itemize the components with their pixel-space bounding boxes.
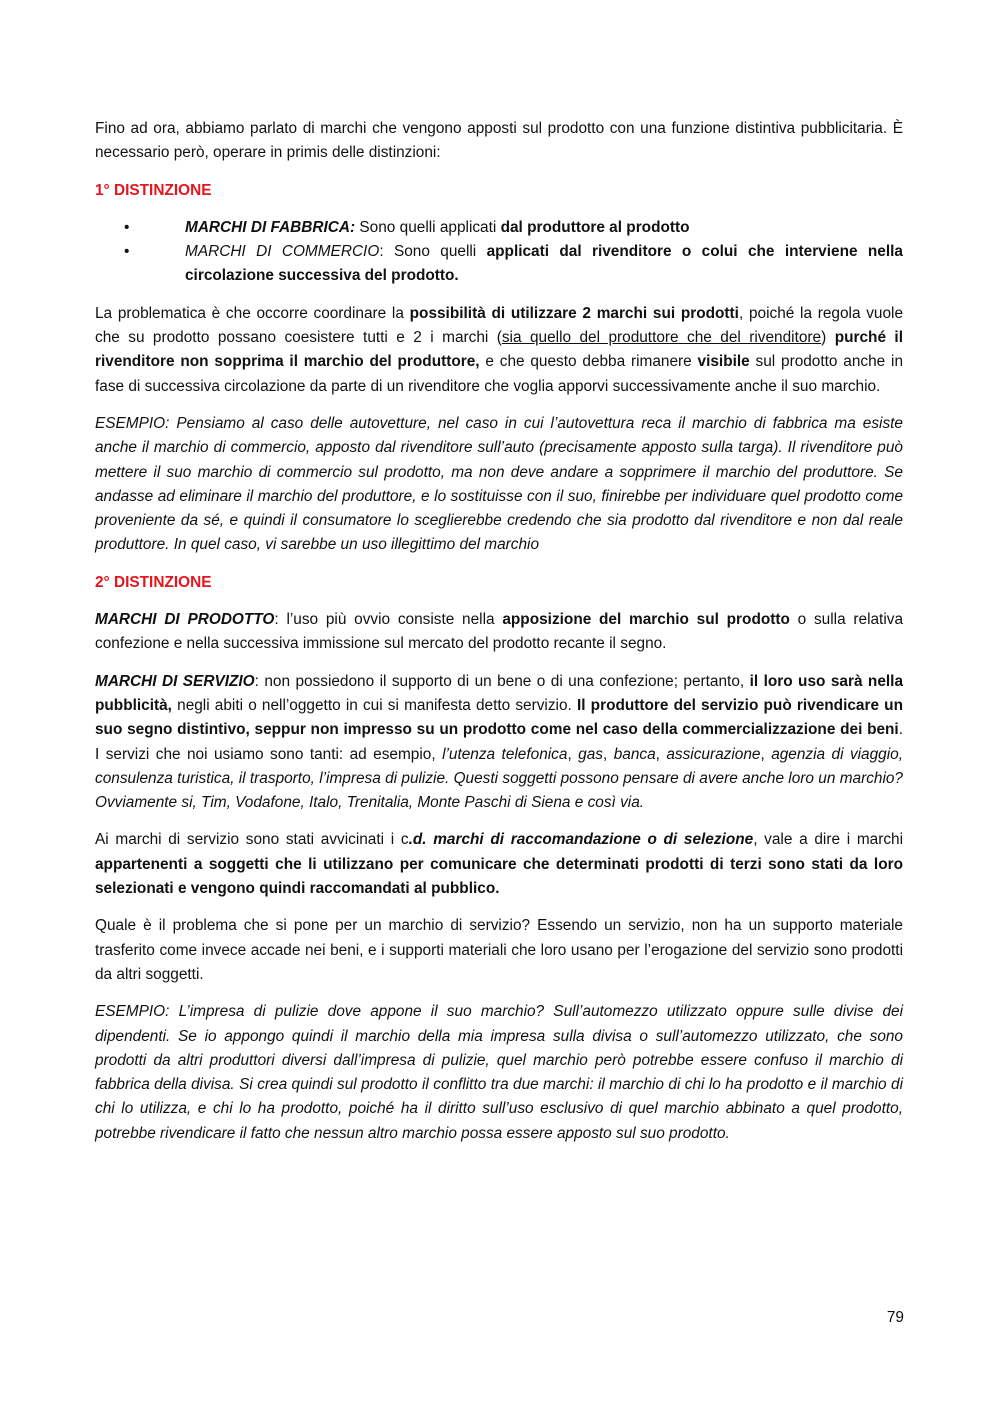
heading-second-distinction: 2° DISTINZIONE: [95, 573, 212, 591]
list-item: • MARCHI DI COMMERCIO: Sono quelli applicati dal rivenditore o colui che interviene nella circolazione successiva del prodotto.: [95, 240, 903, 289]
bullet-icon: •: [124, 218, 130, 236]
service-problem-paragraph: Quale è il problema che si pone per un marchio di servizio? Essendo un servizio, non ha un supporto materiale trasferito come invece accade nei beni, e i supporti materiali che loro usano per l’erogazione del servizio sono prodotti da altri soggetti.: [95, 917, 903, 983]
bullet-icon: •: [124, 243, 130, 261]
service-marks-paragraph: MARCHI DI SERVIZIO: non possiedono il supporto di un bene o di una confezione; pertanto, il loro uso sarà nella pubblicità, negli abiti o nell’oggetto in cui si manifesta detto servizio. Il produttore del servizio può rivendicare un suo segno distintivo, seppur non impresso su un prodotto come nel caso della commercializzazione dei beni. I servizi che noi usiamo sono tanti: ad esempio, l’utenza telefonica, gas, banca, assicurazione, agenzia di viaggio, consulenza turistica, il trasporto, l’impresa di pulizie. Questi soggetti possono pensare di avere anche loro un marchio? Ovviamente si, Tim, Vodafone, Italo, Trenitalia, Monte Paschi di Siena e così via.: [95, 672, 904, 812]
example-cleaning-paragraph: ESEMPIO: L’impresa di pulizie dove appone il suo marchio? Sull’automezzo utilizzato oppure sulle divise dei dipendenti. Se io appongo quindi il marchio della mia impresa sulla divisa o sull’automezzo utilizzato, che sono prodotti da altri produttori diversi dall’impresa di pulizie, quel marchio però potrebbe essere confuso il marchio di fabbrica della divisa. Si crea quindi sul prodotto il conflitto tra due marchi: il marchio di chi lo ha prodotto e il marchio di chi lo utilizza, e chi lo ha prodotto, poiché ha il diritto sull’uso esclusivo di quel marchio abbinato a quel prodotto, potrebbe rivendicare il fatto che nessun altro marchio possa essere apposto sul suo prodotto.: [95, 1003, 903, 1142]
page-number: 79: [886, 1309, 904, 1326]
example-cars-paragraph: ESEMPIO: Pensiamo al caso delle autovetture, nel caso in cui l’autovettura reca il marchio di fabbrica ma esiste anche il marchio di commercio, apposto dal rivenditore sull’auto (precisamente apposto sulla targa). Il rivenditore può mettere il suo marchio di commercio sul prodotto, ma non deve andare a sopprimere il marchio del produttore. Se andasse ad eliminare il marchio del produttore, e lo sostituisse con il suo, finirebbe per individuare quel prodotto come proveniente da sé, e quindi il consumatore lo sceglierebbe credendo che sia prodotto dal rivenditore e non dal reale produttore. In quel caso, vi sarebbe un uso illegittimo del marchio: [95, 414, 903, 554]
recommendation-marks-paragraph: Ai marchi di servizio sono stati avvicinati i c.d. marchi di raccomandazione o di selezione, vale a dire i marchi appartenenti a soggetti che li utilizzano per comunicare che determinati prodotti di terzi sono stati da loro selezionati e vengono quindi raccomandati al pubblico.: [95, 831, 903, 898]
problem-paragraph: La problematica è che occorre coordinare la possibilità di utilizzare 2 marchi sui prodotti, poiché la regola vuole che su prodotto possano coesistere tutti e 2 i marchi (sia quello del produttore che del rivenditore) purché il rivenditore non sopprima il marchio del produttore, e che questo debba rimanere visibile sul prodotto anche in fase di successiva circolazione da parte di un rivenditore che voglia apporvi successivamente anche il suo marchio.: [95, 304, 904, 395]
list-item: • MARCHI DI FABBRICA: Sono quelli applicati dal produttore al prodotto: [95, 216, 903, 240]
heading-first-distinction: 1° DISTINZIONE: [95, 181, 212, 199]
document-page: [95, 117, 903, 1159]
product-marks-paragraph: MARCHI DI PRODOTTO: l’uso più ovvio consiste nella apposizione del marchio sul prodotto o sulla relativa confezione e nella successiva immissione sul mercato del prodotto recante il segno.: [95, 611, 904, 653]
distinction-list: [95, 216, 903, 289]
intro-paragraph: Fino ad ora, abbiamo parlato di marchi che vengono apposti sul prodotto con una funzione distintiva pubblicitaria. È necessario però, operare in primis delle distinzioni:: [95, 120, 903, 162]
